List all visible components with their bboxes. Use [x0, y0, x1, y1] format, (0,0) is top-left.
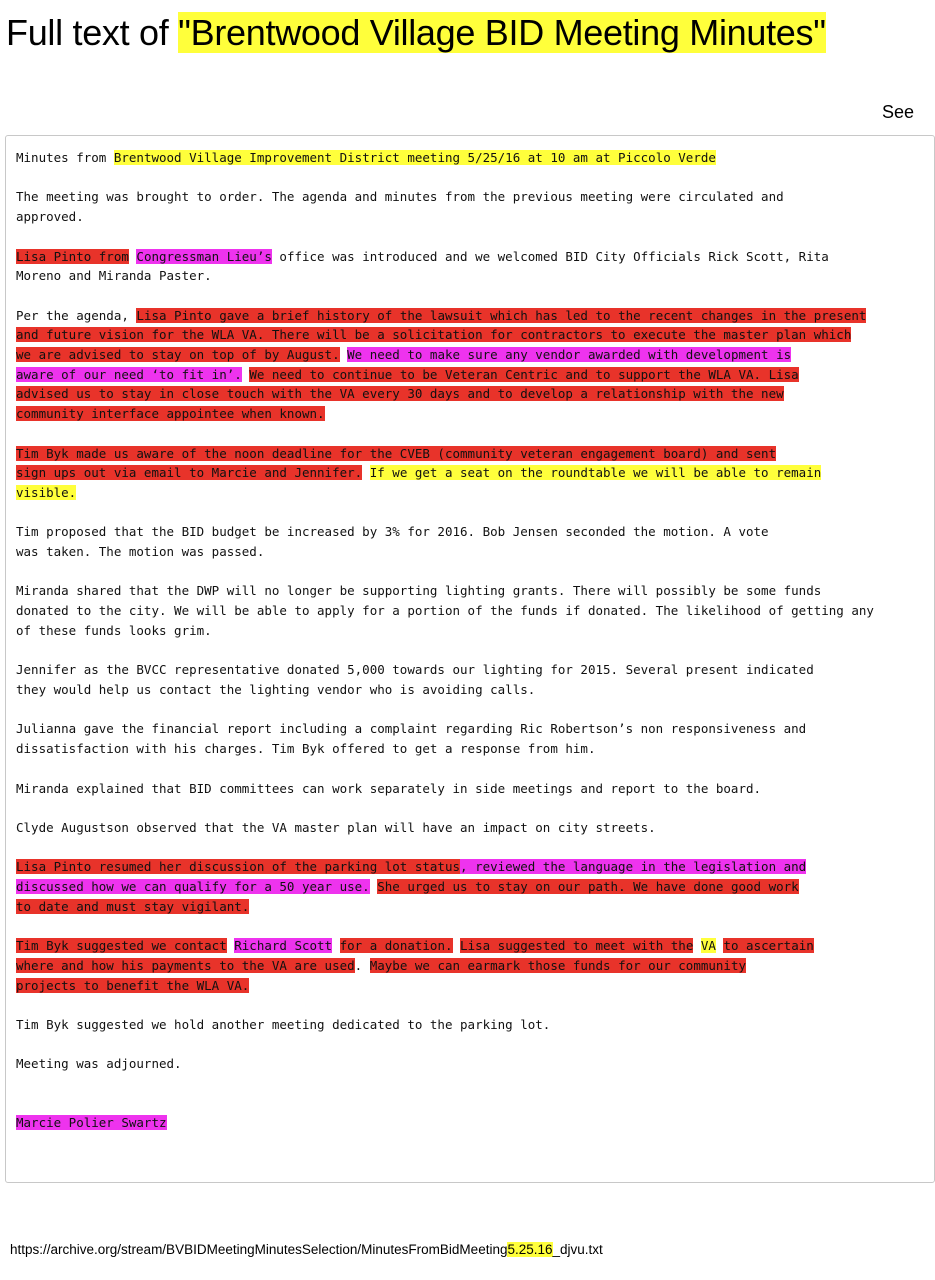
highlight-roundtable: If we get a seat on the roundtable we will be able to remain visible. — [16, 465, 822, 500]
highlight-veteran-centric: We need to continue to be Veteran Centric and to support the WLA VA. Lisa advised us to stay in close touch with the VA every 30 days and to develop a relationship with the new community interface appointee when known. — [16, 366, 799, 422]
paragraph-va-master-plan: Clyde Augustson observed that the VA master plan will have an impact on city streets. — [16, 819, 656, 835]
highlight-legislation: , reviewed the language in the legislation and discussed how we can qualify for a 50 year use. — [16, 859, 807, 895]
url-prefix: https://archive.org/stream/BVBIDMeetingMinutesSelection/MinutesFromBidMeeting — [10, 1242, 508, 1257]
title-prefix: Full text of — [6, 12, 179, 53]
paragraph-committees: Miranda explained that BID committees can work separately in side meetings and report to the board. — [16, 780, 762, 796]
minutes-intro-prefix: Minutes from — [16, 150, 114, 165]
paragraph-call-to-order: The meeting was brought to order. The agenda and minutes from the previous meeting were circulated and approved. — [16, 189, 784, 225]
highlight-congressman: Congressman Lieu’s — [136, 248, 272, 264]
highlight-richard-scott: Richard Scott — [234, 938, 333, 954]
page-title — [6, 12, 826, 54]
highlight-payments: to ascertain where and how his payments to the VA are used — [16, 938, 814, 973]
paragraph-budget: Tim proposed that the BID budget be increased by 3% for 2016. Bob Jensen seconded the motion. A vote was taken. The motion was passed. — [16, 524, 769, 560]
highlight-stay-vigilant: She urged us to stay on our path. We have done good work to date and must stay vigilant. — [16, 879, 799, 914]
paragraph-financial-report: Julianna gave the financial report including a complaint regarding Ric Robertson’s non responsiveness and dissatisfaction with his charges. Tim Byk offered to get a response from him. — [16, 721, 807, 757]
highlight-contact: Tim Byk suggested we contact — [16, 938, 227, 954]
highlight-donation: for a donation. — [339, 938, 453, 954]
paragraph-bvcc: Jennifer as the BVCC representative donated 5,000 towards our lighting for 2015. Several present indicated they would help us contact the lighting vendor who is avoiding calls. — [16, 662, 814, 697]
paragraph-adjourned: Meeting was adjourned. — [16, 1056, 182, 1072]
source-url — [10, 1242, 603, 1257]
paragraph-parking-meeting: Tim Byk suggested we hold another meeting dedicated to the parking lot. — [16, 1016, 551, 1032]
highlight-cveb-deadline: Tim Byk made us aware of the noon deadline for the CVEB (community veteran engagement board) and sent sign ups out via email to Marcie and Jennifer. — [16, 445, 777, 481]
meeting-info-highlight: Brentwood Village Improvement District meeting 5/25/16 at 10 am at Piccolo Verde — [113, 150, 716, 165]
highlight-parking-lot: Lisa Pinto resumed her discussion of the parking lot status — [16, 859, 461, 875]
highlight-lisa-pinto: Lisa Pinto from — [16, 248, 129, 264]
highlight-vendor-fit: We need to make sure any vendor awarded with development is aware of our need ‘to fit in’. — [16, 347, 792, 382]
highlight-lawsuit-history: Lisa Pinto gave a brief history of the lawsuit which has led to the recent changes in the present and future vision for the WLA VA. There will be a solicitation for contractors to execute the master plan which we are advised to stay on top of by August. — [16, 307, 867, 363]
paragraph-introductions: office was introduced and we welcomed BID City Officials Rick Scott, Rita Moreno and Miranda Paster. — [16, 248, 829, 284]
highlight-lisa-suggested: Lisa suggested to meet with the — [460, 938, 694, 954]
see-other-formats-link[interactable]: See — [882, 102, 915, 122]
agenda-prefix: Per the agenda, — [16, 307, 137, 323]
full-text-box — [5, 135, 935, 1183]
url-suffix: _djvu.txt — [552, 1242, 603, 1257]
highlight-earmark: Maybe we can earmark those funds for our community projects to benefit the WLA VA. — [16, 957, 747, 993]
document-title-highlight: "Brentwood Village BID Meeting Minutes" — [178, 12, 826, 53]
paragraph-dwp: Miranda shared that the DWP will no longer be supporting lighting grants. There will possibly be some funds donated to the city. We will be able to apply for a portion of the funds if donated. The likelihood of getting any of these funds looks grim. — [16, 583, 874, 638]
highlight-va: VA — [700, 938, 716, 954]
minutes-text: Minutes from Brentwood Village Improvement District meeting 5/25/16 at 10 am at Piccolo Verde The meeting was brought to order. The agenda and minutes from the previous meeting were circulated and approved. Lisa Pinto from Congressman Lieu’s office was introduced and we welcomed BID City Officials Rick Scott, Rita Moreno and Miranda Paster. Per the agenda, Lisa Pinto gave a brief history of the lawsuit which has led to the recent changes in the present and future vision for the WLA VA. There will be a solicitation for contractors to execute the master plan which we are advised to stay on top of by August. We need to make sure any vendor awarded with development is aware of our need ‘to fit in’. We need to continue to be Veteran Centric and to support the WLA VA. Lisa advised us to stay in close touch with the VA every 30 days and to develop a relationship with the new community interface appointee when known. Tim Byk made us aware of the noon deadline for the CVEB (community veteran engagement board) and sent sign ups out via email to Marcie and Jennifer. If we get a seat on the roundtable we will be able to remain visible. Tim proposed that the BID budget be increased by 3% for 2016. Bob Jensen seconded the motion. A vote was taken. The motion was passed. Miranda shared that the DWP will no longer be supporting lighting grants. There will possibly be some funds donated to the city. We will be able to apply for a portion of the funds if donated. The likelihood of getting any of these funds looks grim. Jennifer as the BVCC representative donated 5,000 towards our lighting for 2015. Several present indicated they would help us contact the lighting vendor who is avoiding calls. Julianna gave the financial report including a complaint regarding Ric Robertson’s non responsiveness and dissatisfaction with his charges. Tim Byk offered to get a response from him. Miranda explained that BID committees can work separately in side meetings and report to the board. Clyde Augustson observed that the VA master plan will have an impact on city streets. Lisa Pinto resumed her discussion of the parking lot status, reviewed the language in the legislation and discussed how we can qualify for a 50 year use. She urged us to stay on our path. We have done good work to date and must stay vigilant. Tim Byk suggested we contact Richard Scott for a donation. Lisa suggested to meet with the VA to ascertain where and how his payments to the VA are used. Maybe we can earmark those funds for our community projects to benefit the WLA VA. Tim Byk suggested we hold another meeting dedicated to the parking lot. Meeting was adjourned. Marcie Polier Swartz — [16, 150, 874, 1131]
url-date-highlight: 5.25.16 — [507, 1242, 553, 1257]
signature-highlight: Marcie Polier Swartz — [16, 1115, 167, 1131]
